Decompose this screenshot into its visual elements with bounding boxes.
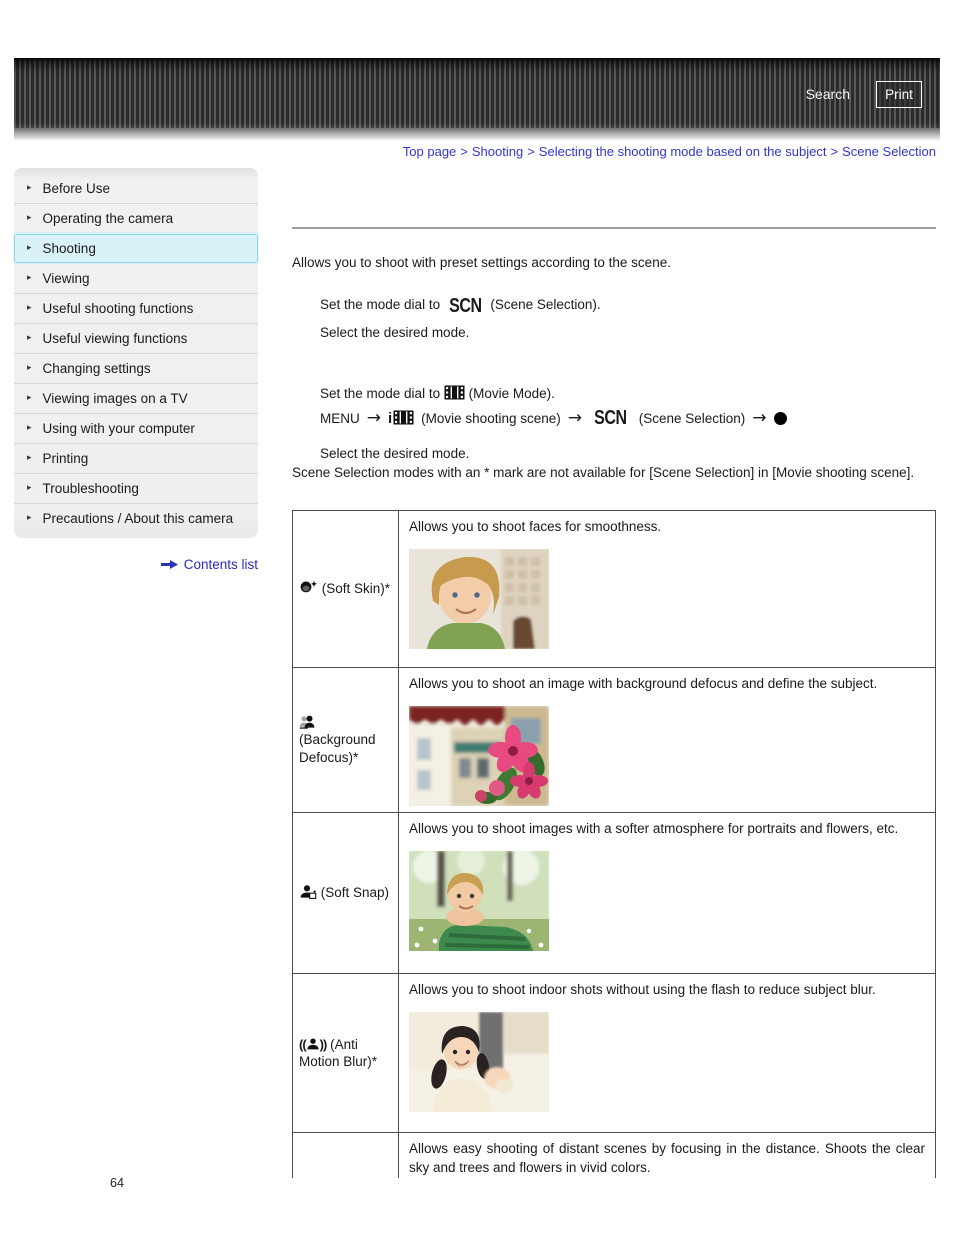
scene-mode-label: (Soft Skin)*	[321, 581, 391, 597]
triangle-bullet-icon: ▸	[27, 243, 32, 253]
scn-dial-glyph: SCN	[448, 295, 482, 317]
soft-skin-photo	[409, 549, 549, 649]
breadcrumb-separator: >	[527, 144, 535, 159]
triangle-bullet-icon: ▸	[27, 273, 32, 283]
scene-mode-cell	[293, 668, 399, 813]
menu-label: MENU	[320, 411, 360, 426]
sidebar-item-label: Printing	[42, 451, 89, 466]
triangle-bullet-icon: ▸	[27, 423, 32, 433]
intro-text: Allows you to shoot with preset settings according to the scene.	[292, 255, 671, 270]
scene-mode-label: (Anti Motion Blur)*	[299, 1036, 378, 1069]
triangle-bullet-icon: ▸	[27, 213, 32, 223]
anti-motion-blur-icon: (( ))	[299, 1036, 327, 1052]
right-arrow-icon: →	[752, 408, 767, 428]
still-step-1: Set the mode dial to SCN (Scene Selection).	[320, 295, 601, 317]
film-strip-icon	[444, 386, 465, 401]
sidebar-item-troubleshooting[interactable]	[14, 473, 258, 503]
breadcrumb-link-selecting-the-shooting-mode-based-on-the-subject[interactable]: Selecting the shooting mode based on the subject	[538, 144, 827, 159]
triangle-bullet-icon: ▸	[27, 363, 32, 373]
background-defocus-photo	[409, 706, 549, 806]
triangle-bullet-icon: ▸	[27, 393, 32, 403]
scene-table-row	[293, 511, 936, 668]
breadcrumb-separator: >	[460, 144, 468, 159]
anti-motion-blur-photo	[409, 1012, 549, 1112]
scene-mode-label: (Soft Snap)	[320, 885, 390, 901]
triangle-bullet-icon: ▸	[27, 483, 32, 493]
sidebar-item-shooting[interactable]	[14, 233, 258, 263]
sidebar-item-viewing[interactable]	[14, 263, 258, 293]
sidebar-nav	[14, 168, 258, 538]
sidebar-item-useful-shooting-functions[interactable]	[14, 293, 258, 323]
scene-table-row	[293, 668, 936, 813]
sidebar-item-using-with-your-computer[interactable]	[14, 413, 258, 443]
contents-list-link[interactable]	[14, 557, 258, 572]
print-button[interactable]: Print	[876, 81, 922, 108]
scene-table-row	[293, 974, 936, 1133]
scene-description-cell	[399, 511, 936, 668]
sidebar-item-label: Operating the camera	[42, 211, 174, 226]
scene-mode-cell	[293, 1133, 399, 1179]
breadcrumb-link-scene-selection[interactable]: Scene Selection	[842, 144, 936, 159]
scene-table-row	[293, 813, 936, 974]
scene-description: Allows you to shoot images with a softer atmosphere for portraits and flowers, etc.	[409, 821, 899, 836]
section-divider	[292, 227, 936, 229]
scene-selection-table	[292, 510, 936, 1178]
sidebar-item-label: Changing settings	[42, 361, 151, 376]
soft-skin-icon	[299, 581, 318, 596]
sidebar-item-label: Useful viewing functions	[42, 331, 188, 346]
i-film-strip-icon: i	[388, 409, 414, 428]
scene-table-row	[293, 1133, 936, 1179]
page-number: 64	[110, 1176, 124, 1190]
asterisk-note: Scene Selection modes with an * mark are not available for [Scene Selection] in [Movie shooting scene].	[292, 465, 915, 480]
scene-mode-label: (Background Defocus)*	[299, 732, 376, 765]
scene-selection-label: (Scene Selection)	[638, 411, 746, 426]
search-link[interactable]: Search	[805, 86, 850, 102]
sidebar-item-printing[interactable]	[14, 443, 258, 473]
scene-description-cell	[399, 1133, 936, 1179]
scn-glyph: SCN	[594, 407, 627, 429]
movie-step-2: Select the desired mode.	[320, 446, 470, 461]
background-defocus-icon	[299, 715, 317, 730]
sidebar-item-label: Shooting	[42, 241, 96, 256]
sidebar-item-viewing-images-on-a-tv[interactable]	[14, 383, 258, 413]
scene-description: Allows you to shoot an image with background defocus and define the subject.	[409, 676, 878, 691]
scene-description-cell	[399, 974, 936, 1133]
scene-mode-cell	[293, 813, 399, 974]
main-content	[292, 0, 936, 1235]
breadcrumb-separator: >	[830, 144, 839, 159]
triangle-bullet-icon: ▸	[27, 453, 32, 463]
sidebar-item-operating-the-camera[interactable]	[14, 203, 258, 233]
scene-mode-cell	[293, 511, 399, 668]
scene-description: Allows easy shooting of distant scenes by focusing in the distance. Shoots the clear sky and trees and flowers in vivid colors.	[409, 1141, 925, 1175]
triangle-bullet-icon: ▸	[27, 333, 32, 343]
sidebar-item-changing-settings[interactable]	[14, 353, 258, 383]
scene-description-cell	[399, 668, 936, 813]
sidebar-item-before-use[interactable]	[14, 173, 258, 203]
triangle-bullet-icon: ▸	[27, 303, 32, 313]
breadcrumb-link-shooting[interactable]: Shooting	[471, 144, 524, 159]
right-arrow-icon: →	[567, 408, 582, 428]
sidebar-item-label: Using with your computer	[42, 421, 195, 436]
scene-table-region	[292, 510, 938, 1178]
sidebar-item-precautions-about-this-camera[interactable]	[14, 503, 258, 533]
right-arrow-icon: →	[366, 408, 381, 428]
movie-step-1: Set the mode dial to (Movie Mode).	[320, 386, 555, 401]
sidebar-item-label: Useful shooting functions	[42, 301, 194, 316]
triangle-bullet-icon: ▸	[27, 513, 32, 523]
sidebar-item-label: Viewing images on a TV	[42, 391, 188, 406]
scene-description-cell	[399, 813, 936, 974]
sidebar-item-label: Before Use	[42, 180, 111, 196]
soft-snap-photo	[409, 851, 549, 951]
sidebar-item-label: Precautions / About this camera	[42, 511, 234, 526]
contents-list-label: Contents list	[183, 557, 258, 572]
sidebar-item-label: Troubleshooting	[42, 481, 139, 496]
scene-description: Allows you to shoot faces for smoothness.	[409, 519, 662, 534]
center-button-icon	[774, 412, 787, 425]
movie-scene-label: (Movie shooting scene)	[421, 411, 561, 426]
blue-arrow-icon	[161, 557, 178, 572]
breadcrumb-link-top-page[interactable]: Top page	[402, 144, 457, 159]
sidebar-item-label: Viewing	[42, 271, 90, 286]
scene-description: Allows you to shoot indoor shots without using the flash to reduce subject blur.	[409, 982, 876, 997]
still-step-2: Select the desired mode.	[320, 325, 470, 340]
triangle-bullet-icon: ▸	[27, 182, 32, 193]
sidebar-item-useful-viewing-functions[interactable]	[14, 323, 258, 353]
movie-menu-path	[320, 409, 787, 428]
scene-mode-cell	[293, 974, 399, 1133]
soft-snap-icon	[299, 885, 317, 900]
